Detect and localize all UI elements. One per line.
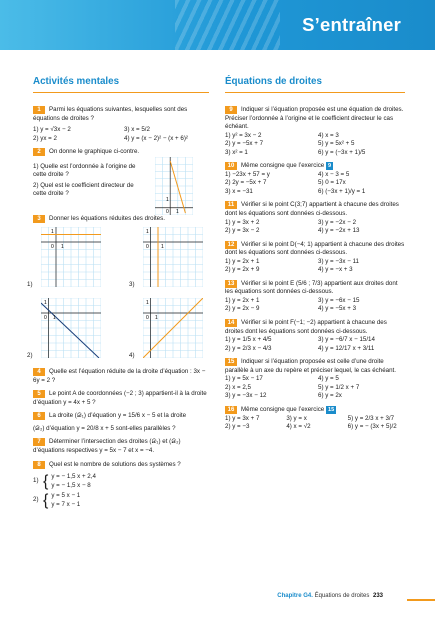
chapter-label: Chapitre G4. [277,593,313,599]
exercise-items [225,132,405,158]
item: 6) y = (−3x + 1)/5 [318,148,366,156]
item: 1) y = 1/5 x + 4/5 [225,336,272,344]
item: 1) y = 2x + 1 [225,257,260,265]
graph-exercise-3-2 [41,298,101,358]
exercise-text: Même consigne que l’exercice [241,405,325,413]
item: 5) y = 1/2 x + 7 [318,383,360,391]
exercise-number: 14 [225,319,237,327]
exercise-text: Indiquer si l’équation proposée est une équation de droites. Préciser l’ordonnée à l’origine et le coefficient directeur le cas échéant. [225,106,404,131]
exercise-6 [33,412,209,433]
exercise-text: Parmi les équations suivantes, lesquelles sont des équations de droites ? [33,106,188,122]
item: 1) −23x + 57 = y [225,170,270,178]
graph-label: 1) [27,281,33,289]
left-column [27,70,209,514]
item: 1) y² = 3x − 2 [225,131,262,139]
graph-tick: 1 [161,244,164,251]
item: 1) y = √3x − 2 [33,126,71,134]
item: 3) x = 5/2 [124,126,150,134]
exercise-number: 5 [33,390,45,398]
exercise-items [33,126,209,143]
exercise-16 [225,406,405,432]
item: 5) y = 2/3 x + 3/7 [347,414,395,422]
equation: y = − 1,5 x + 2,4 [51,473,96,481]
graph-exercise-2 [155,157,193,215]
page-footer [0,590,435,602]
chapter-title: Équations de droites [314,593,370,599]
point-coordinates: (5/6 ; 7/3) [296,279,323,287]
graph-tick: 1 [155,315,158,322]
exercise-3-lower-graphs [27,298,209,360]
exercise-number: 12 [225,241,237,249]
exercise-items [225,258,405,275]
exercise-reference[interactable]: 9 [327,163,332,170]
item: 5) y = 5x² + 5 [318,140,355,148]
system-label: 1) [33,477,39,485]
graph-exercise-3-3 [143,227,203,287]
item: 4) x = √2 [286,423,311,431]
brace-icon: { [43,472,49,490]
exercise-text: Vérifier si le point C(3;7) appartient à chacune des droites dont les équations sont données ci-dessous. [225,201,399,218]
item: 2) y = 2x − 9 [225,305,260,313]
exercise-number: 7 [33,438,45,446]
graph-exercise-3-4 [143,298,203,358]
system-equations [51,473,96,490]
item: 2) y = 2x + 9 [225,266,260,274]
graph-label: 4) [129,352,135,360]
exercise-text: Donner les équations réduites des droites. [49,215,165,223]
item: 4) y = −x + 3 [318,266,353,274]
exercise-7 [33,438,209,455]
item: 1) y = 5x − 17 [225,375,263,383]
graph-tick: 1 [61,244,64,251]
graph-label: 1 [166,197,169,204]
exercise-text: Le point A de coordonnées (−2 ; 3) appartient-il à la droite d’équation y = 4x + 5 ? [33,390,207,406]
exercise-question-1: 1) Quelle est l’ordonnée à l’origine de cette droite ? [33,162,136,179]
footer-chapter [277,592,383,600]
graph-label: 0 [166,209,169,216]
system-label: 2) [33,496,39,504]
equation: y = 7 x − 1 [51,500,81,508]
item: 4) y = −5x + 3 [318,305,357,313]
item: 2) 2y = −5x + 7 [225,179,267,187]
exercise-13 [225,280,405,314]
item: 3) y = −6x − 15 [318,296,360,304]
item: 3) y = −3x − 11 [318,257,359,265]
graph-tick: 0 [44,315,47,322]
graph-tick: 1 [146,229,149,236]
item: 6) y = − (3x + 5)/2 [347,423,397,431]
exercise-number: 4 [33,368,45,376]
item: 2) x = 2,5 [225,383,251,391]
exercise-10 [225,162,405,196]
exercise-5 [33,390,209,407]
item: 2) y = 2/3 x − 4/3 [225,344,272,352]
item: 3) y = x [286,414,307,422]
graph-tick: 1 [146,300,149,307]
exercise-items [225,415,405,432]
exercise-text: Quelle est l’équation réduite de la droite d’équation : 3x − 6y = 2 ? [33,368,206,384]
exercise-items [225,375,405,401]
graph-exercise-3-1 [41,227,101,287]
exercise-text: Déterminer l’intersection des droites (𝒟₁) et (𝒟₂) d’équations respectives y = 5x − 7 et x = −4. [33,438,181,455]
system-2 [33,492,209,509]
exercise-4 [33,368,209,385]
exercise-number: 3 [33,215,45,223]
exercise-question-2: 2) Quel est le coefficient directeur de cette droite ? [33,181,134,198]
item: 3) y = −6/7 x − 15/14 [318,336,375,344]
page-number: 233 [372,593,383,599]
right-column [225,70,405,437]
section-heading-activites: Activités mentales [33,70,209,93]
exercise-number: 2 [33,148,45,156]
exercise-text: Quel est le nombre de solutions des systèmes ? [49,460,181,468]
exercise-items [225,171,405,197]
exercise-text: appartient aux droites dont les équations sont données ci-dessous. [225,279,398,296]
exercise-number: 11 [225,201,237,209]
exercise-items [225,297,405,314]
exercise-9 [225,106,405,157]
item: 5) 0 = 17x [318,179,346,187]
brace-icon: { [43,491,49,509]
item: 3) x² = 1 [225,148,248,156]
graph-label: 3) [129,281,135,289]
graph-label: 2) [27,352,33,360]
item: 4) y = (x − 2)² − (x + 6)² [124,134,188,142]
graph-tick: 1 [44,300,47,307]
exercise-text: La droite (𝒟₁) d’équation y = 15/6 x − 5 et la droite [49,412,187,420]
exercise-number: 8 [33,461,45,469]
exercise-reference[interactable]: 15 [327,406,335,413]
exercise-12 [225,241,405,275]
graph-tick: 0 [51,244,54,251]
exercise-text: Indiquer si l’équation proposée est celle d’une droite parallèle à un axe du repère et préciser lequel, le cas échéant. [225,358,396,374]
item: 3) y = −2x − 2 [318,218,357,226]
exercise-number: 10 [225,162,237,170]
exercise-11 [225,201,405,235]
exercise-number: 1 [33,106,45,114]
exercise-number: 9 [225,106,237,114]
page-title: S’entraîner [302,14,401,35]
item: 1) y = 3x + 7 [225,414,260,422]
item: 2) yx = 2 [33,134,57,142]
exercise-text: On donne le graphique ci-contre. [49,148,140,156]
exercise-number: 16 [225,406,237,414]
item: 6) (−3x + 1)/y = 1 [318,187,366,195]
item: 1) y = 2x + 1 [225,296,260,304]
exercise-15 [225,358,405,401]
banner-stripes [175,0,280,50]
item: 3) x = −31 [225,187,253,195]
graph-label: 1 [176,209,179,216]
item: 1) y = 3x + 2 [225,218,260,226]
graph-tick: 1 [51,229,54,236]
graph-tick: 1 [53,315,56,322]
exercise-number: 13 [225,280,237,288]
equation: y = 5 x − 1 [51,492,81,500]
exercise-number: 15 [225,358,237,366]
exercise-items [225,336,405,353]
item: 4) y = 12/17 x + 3/11 [318,344,375,352]
exercise-text: Vérifier si le point F(−1; −2) appartient à chacune des droites dont les équations sont données ci-dessous. [225,319,387,335]
item: 2) y = −5x + 7 [225,140,264,148]
exercise-text: Vérifier si le point E [241,279,295,287]
item: 4) x = 3 [318,131,339,139]
exercise-2 [33,148,209,216]
exercise-1 [33,106,209,143]
exercise-text: Vérifier si le point D(−4; 1) appartient à chacune des droites dont les équations sont données ci-dessous. [225,240,405,257]
header-banner [0,0,435,50]
section-heading-equations: Équations de droites [225,70,405,93]
exercise-text: Même consigne que l’exercice [241,162,325,170]
exercise-text: (𝒟₂) d’équation y = 20/8 x + 5 sont-elles parallèles ? [33,424,176,432]
item: 6) y = 2x [318,392,342,400]
exercise-8 [33,461,209,510]
graph-tick: 0 [146,244,149,251]
footer-accent-bar [407,599,435,601]
item: 2) y = −3 [225,423,250,431]
system-equations [51,492,80,509]
exercise-14 [225,319,405,353]
exercise-number: 6 [33,412,45,420]
system-1 [33,473,209,490]
item: 4) y = 5 [318,375,339,383]
exercise-items [225,219,405,236]
item: 4) x − 3 = 5 [318,170,350,178]
graph-tick: 0 [146,315,149,322]
item: 4) y = −2x + 13 [318,227,360,235]
item: 2) y = 3x − 2 [225,227,260,235]
equation: y = − 1,5 x − 8 [51,481,91,489]
item: 3) y = −3x − 12 [225,392,267,400]
